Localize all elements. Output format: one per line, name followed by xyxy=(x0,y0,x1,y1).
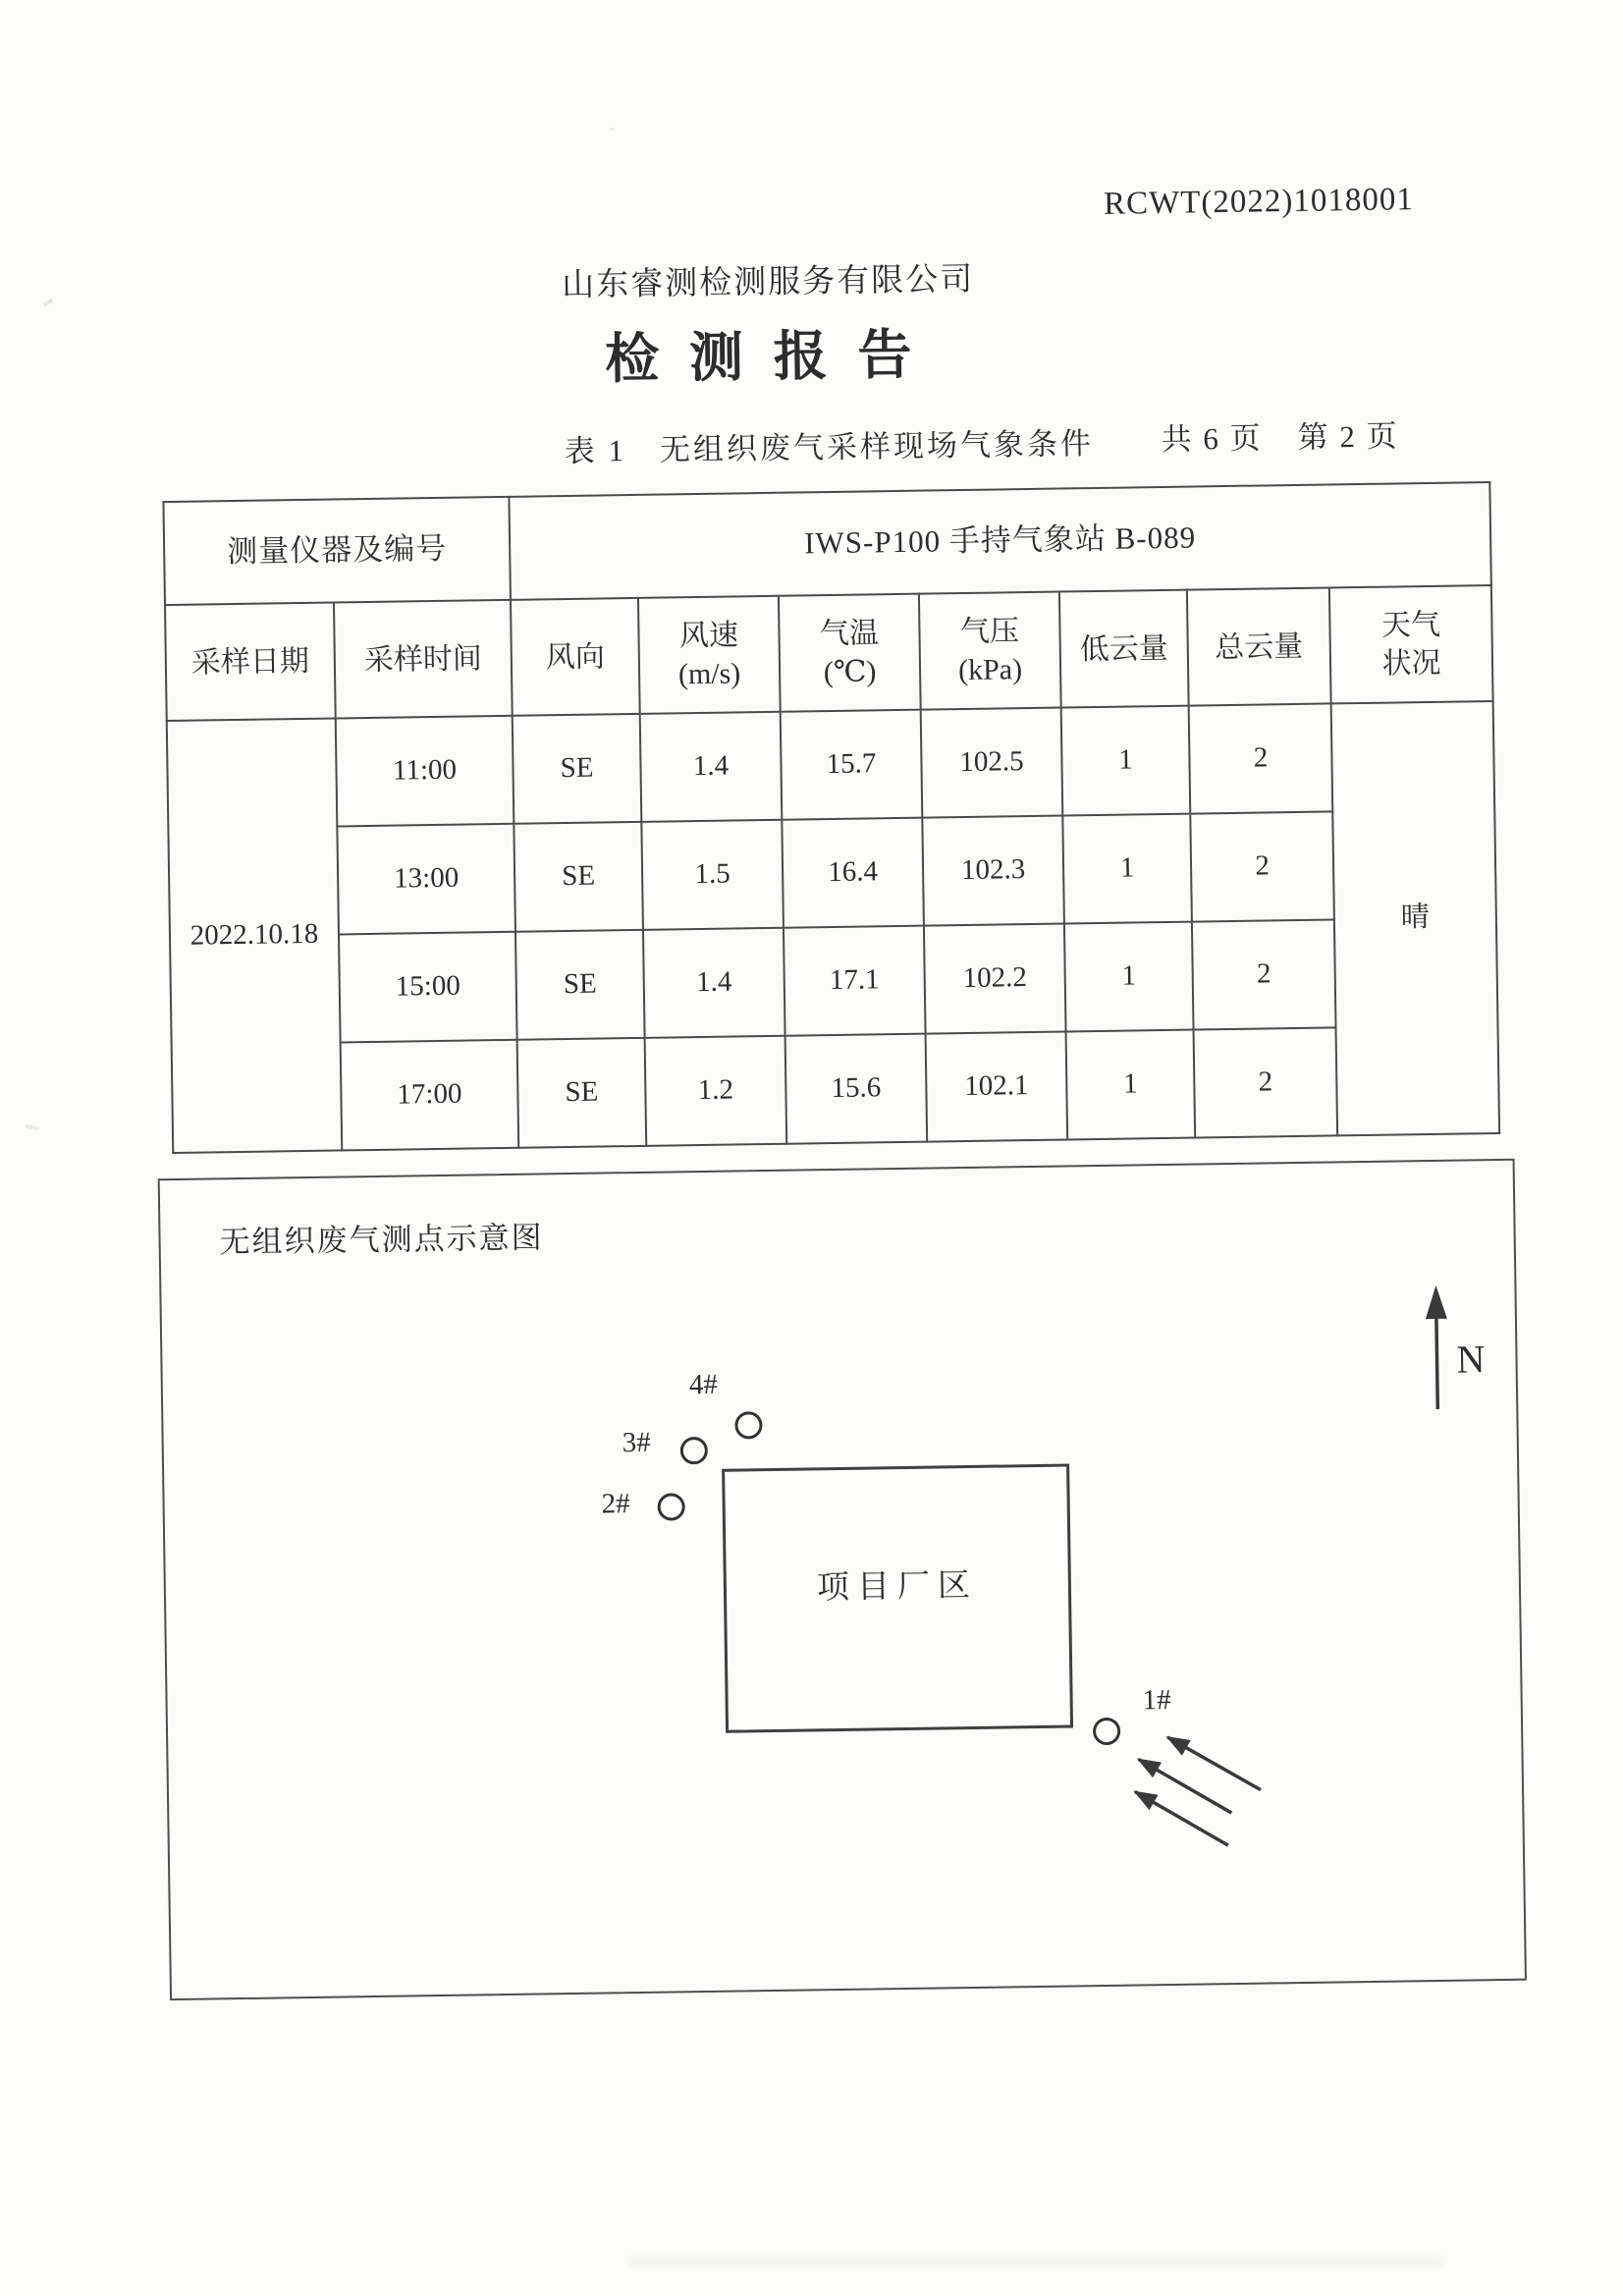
wind-direction-cell: SE xyxy=(515,930,645,1040)
wind-direction-arrows-icon xyxy=(1134,1736,1262,1847)
sampling-point-2-icon xyxy=(657,1493,684,1520)
col-header-wind-direction: 风向 xyxy=(511,598,640,716)
point-label-3: 3# xyxy=(622,1426,651,1459)
report-title: 检 测 报 告 xyxy=(604,324,914,390)
total-cloud-cell: 2 xyxy=(1192,919,1336,1029)
time-cell: 13:00 xyxy=(337,824,515,935)
total-cloud-cell: 2 xyxy=(1190,811,1334,921)
instrument-row xyxy=(163,482,1490,605)
pagination xyxy=(1161,410,1399,459)
temperature-cell: 16.4 xyxy=(782,818,924,928)
col-header-total-cloud: 总云量 xyxy=(1187,587,1331,705)
sampling-points-diagram xyxy=(158,1159,1527,2000)
temperature-cell: 15.7 xyxy=(781,710,923,820)
pages-total: 共 6 页 xyxy=(1161,420,1263,457)
temperature-cell: 15.6 xyxy=(785,1034,928,1144)
wind-direction-cell: SE xyxy=(514,822,643,932)
sample-date-cell: 2022.10.18 xyxy=(167,718,343,1153)
low-cloud-cell: 1 xyxy=(1061,706,1191,816)
col-header-temperature: 气温 (℃) xyxy=(779,594,921,712)
temperature-cell: 17.1 xyxy=(784,926,926,1036)
table-caption: 表 1 无组织废气采样现场气象条件 xyxy=(564,426,1095,469)
total-cloud-cell: 2 xyxy=(1189,703,1333,813)
col-header-sample-date: 采样日期 xyxy=(165,603,336,722)
north-label: N xyxy=(1456,1337,1486,1382)
time-cell: 11:00 xyxy=(336,716,514,827)
pressure-cell: 102.1 xyxy=(926,1031,1068,1141)
wind-direction-cell: SE xyxy=(517,1038,647,1148)
diagram-title: 无组织废气测点示意图 xyxy=(219,1220,544,1260)
page-current: 第 2 页 xyxy=(1297,418,1399,455)
wind-speed-cell: 1.4 xyxy=(643,928,785,1038)
instrument-value-cell: IWS-P100 手持气象站 B-089 xyxy=(509,482,1490,600)
sampling-point-3-icon xyxy=(680,1437,708,1464)
point-label-1: 1# xyxy=(1142,1683,1171,1717)
wind-speed-cell: 1.2 xyxy=(645,1036,787,1146)
pressure-cell: 102.2 xyxy=(924,924,1066,1034)
wind-speed-cell: 1.5 xyxy=(641,820,784,930)
point-label-2: 2# xyxy=(601,1488,630,1520)
company-name: 山东睿测检测服务有限公司 xyxy=(561,261,975,304)
wind-direction-cell: SE xyxy=(513,714,642,824)
table-row xyxy=(170,917,1498,1045)
table-header-row xyxy=(165,585,1493,721)
col-header-wind-speed: 风速 (m/s) xyxy=(638,596,781,714)
north-arrow-icon xyxy=(1425,1285,1448,1409)
wind-speed-cell: 1.4 xyxy=(640,712,783,822)
report-number: RCWT(2022)1018001 xyxy=(1103,182,1415,222)
col-header-low-cloud: 低云量 xyxy=(1059,590,1189,708)
point-label-4: 4# xyxy=(688,1368,719,1401)
sampling-point-1-icon xyxy=(1093,1718,1120,1745)
factory-area-box xyxy=(722,1463,1073,1732)
weather-conditions-table xyxy=(162,481,1500,1154)
weather-cell: 晴 xyxy=(1331,701,1500,1135)
scan-artifact xyxy=(609,128,615,131)
total-cloud-cell: 2 xyxy=(1194,1027,1338,1137)
low-cloud-cell: 1 xyxy=(1066,1030,1196,1140)
table-row xyxy=(167,701,1495,829)
sampling-point-4-icon xyxy=(734,1411,762,1439)
pressure-cell: 102.5 xyxy=(921,708,1063,818)
table-row xyxy=(168,809,1496,937)
time-cell: 15:00 xyxy=(339,932,517,1043)
table-row xyxy=(172,1025,1500,1153)
col-header-sample-time: 采样时间 xyxy=(334,600,513,719)
low-cloud-cell: 1 xyxy=(1064,922,1194,1032)
low-cloud-cell: 1 xyxy=(1062,814,1192,924)
col-header-pressure: 气压 (kPa) xyxy=(919,592,1061,710)
time-cell: 17:00 xyxy=(341,1040,519,1151)
scan-artifact xyxy=(628,2255,1443,2269)
pressure-cell: 102.3 xyxy=(922,816,1064,926)
factory-area-label: 项目厂区 xyxy=(816,1567,979,1607)
instrument-label-cell: 测量仪器及编号 xyxy=(163,497,511,605)
col-header-weather: 天气 状况 xyxy=(1329,585,1493,703)
